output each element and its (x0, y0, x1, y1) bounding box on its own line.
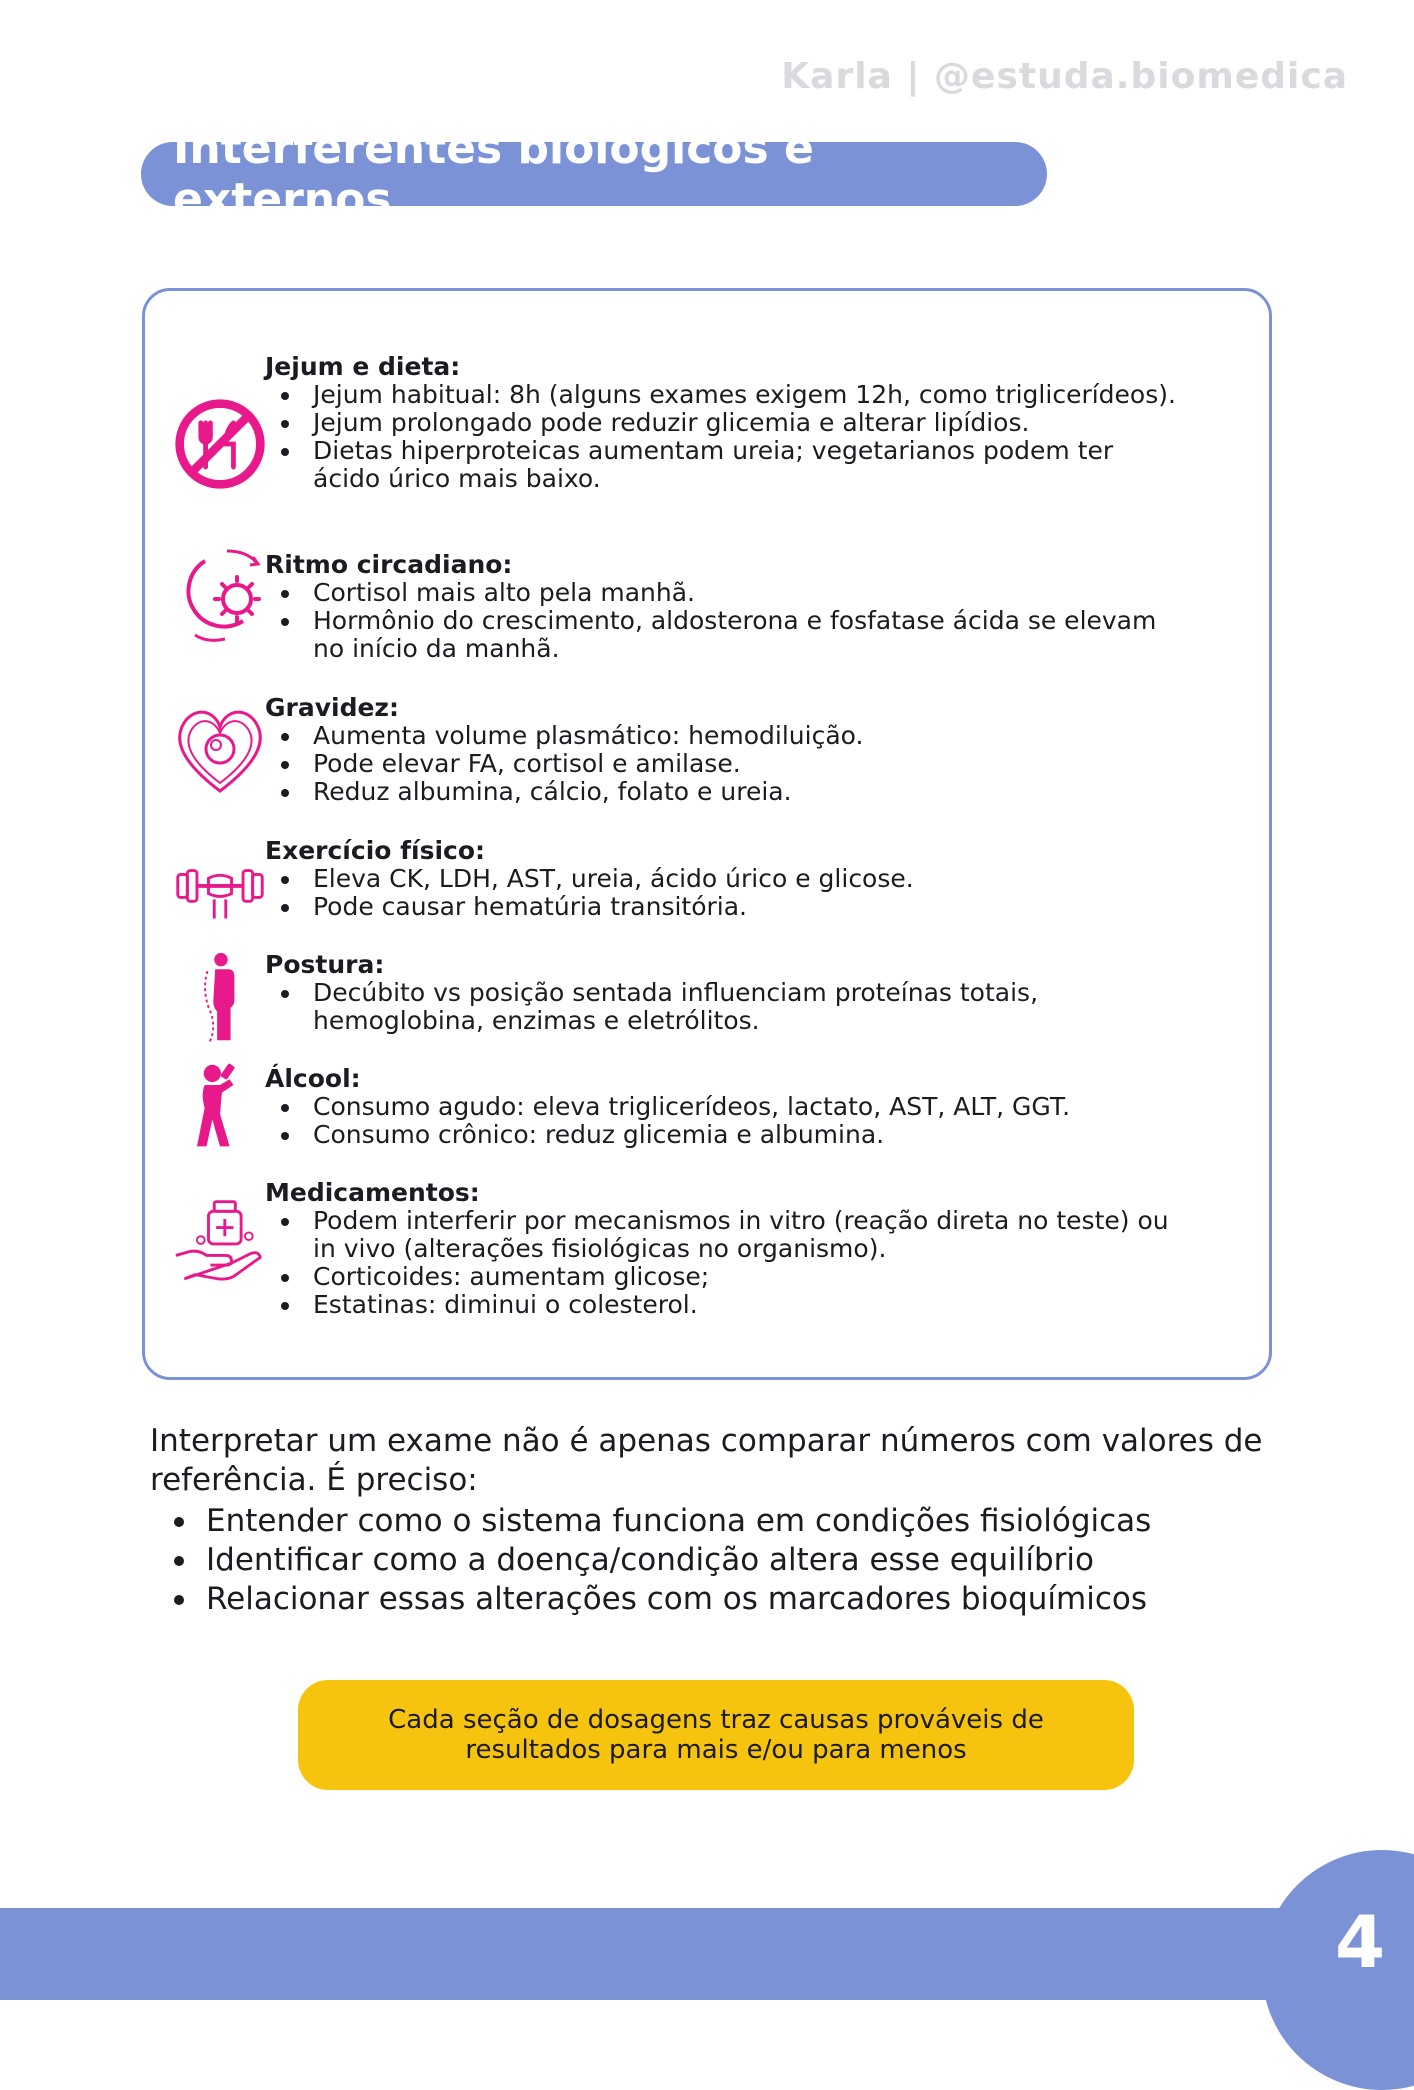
section-title: Gravidez: (265, 693, 399, 722)
list-item: Jejum habitual: 8h (alguns exames exigem 12h, como triglicerídeos). (265, 381, 1185, 409)
section-title: Exercício físico: (265, 836, 486, 865)
page-number: 4 (1334, 1900, 1386, 1984)
note-callout (298, 1680, 1134, 1790)
list-item: Cortisol mais alto pela manhã. (265, 579, 1185, 607)
list-item: Eleva CK, LDH, AST, ureia, ácido úrico e glicose. (265, 865, 1185, 893)
medicine-hand-icon (165, 1187, 275, 1297)
item-list (265, 579, 1185, 663)
list-item: Relacionar essas alterações com os marcadores bioquímicos (150, 1580, 1280, 1619)
section-title: Jejum e dieta: (265, 352, 461, 381)
no-food-icon (165, 389, 275, 499)
section-title: Ritmo circadiano: (265, 550, 513, 579)
note-text: Cada seção de dosagens traz causas prováveis de resultados para mais e/ou para menos (388, 1705, 1044, 1765)
item-list (265, 722, 1185, 806)
list-item: Dietas hiperproteicas aumentam ureia; vegetarianos podem ter ácido úrico mais baixo. (265, 437, 1185, 493)
item-list (265, 979, 1185, 1035)
section-title: Postura: (265, 950, 385, 979)
footer-bar (0, 1908, 1414, 2000)
list-item: Aumenta volume plasmático: hemodiluição. (265, 722, 1185, 750)
list-item: Podem interferir por mecanismos in vitro (reação direta no teste) ou in vivo (alterações fisiológicas no organismo). (265, 1207, 1185, 1263)
pregnancy-heart-icon (165, 694, 275, 804)
drinking-person-icon (165, 1053, 275, 1163)
intro-paragraph: Interpretar um exame não é apenas comparar números com valores de referência. É preciso: (150, 1423, 1263, 1498)
list-item: Reduz albumina, cálcio, folato e ureia. (265, 778, 1185, 806)
page-title (141, 123, 1047, 225)
list-item: Jejum prolongado pode reduzir glicemia e alterar lipídios. (265, 409, 1185, 437)
item-list (265, 1207, 1185, 1319)
list-item: Estatinas: diminui o colesterol. (265, 1291, 1185, 1319)
list-item: Entender como o sistema funciona em condições fisiológicas (150, 1502, 1280, 1541)
list-item: Consumo crônico: reduz glicemia e albumina. (265, 1121, 1185, 1149)
key-points-list (150, 1502, 1280, 1619)
section-title: Álcool: (265, 1064, 361, 1093)
list-item: Pode causar hematúria transitória. (265, 893, 1185, 921)
list-item: Pode elevar FA, cortisol e amilase. (265, 750, 1185, 778)
dumbbell-icon (165, 829, 275, 939)
section-title: Medicamentos: (265, 1178, 480, 1207)
item-list (265, 1093, 1185, 1149)
item-list (265, 381, 1185, 493)
interferents-card (142, 288, 1272, 1380)
list-item: Identificar como a doença/condição altera esse equilíbrio (150, 1541, 1280, 1580)
list-item: Hormônio do crescimento, aldosterona e fosfatase ácida se elevam no início da manhã. (265, 607, 1185, 663)
list-item: Decúbito vs posição sentada influenciam proteínas totais, hemoglobina, enzimas e eletrólitos. (265, 979, 1185, 1035)
item-list (265, 865, 1185, 921)
list-item: Corticoides: aumentam glicose; (265, 1263, 1185, 1291)
page-title-text: Interferentes biológicos e externos (173, 123, 814, 225)
day-night-cycle-icon (165, 539, 275, 649)
posture-icon (165, 943, 275, 1053)
author-handle: Karla | @estuda.biomedica (781, 56, 1348, 97)
list-item: Consumo agudo: eleva triglicerídeos, lactato, AST, ALT, GGT. (265, 1093, 1185, 1121)
